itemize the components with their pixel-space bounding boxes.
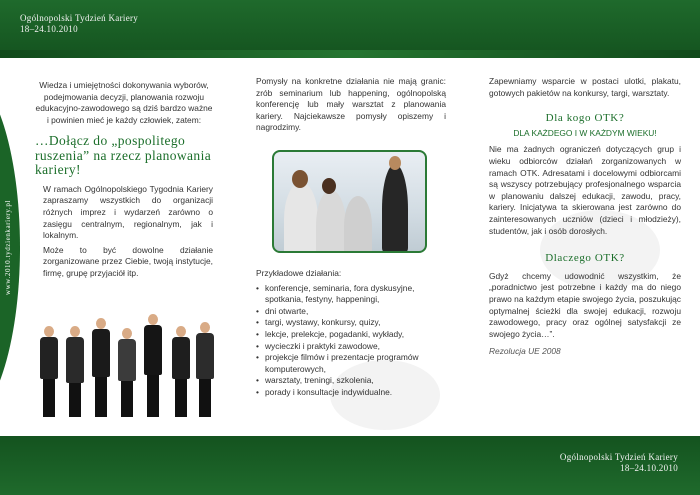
person-figure xyxy=(196,322,214,417)
business-people-photo xyxy=(36,305,216,417)
col1-para1: W ramach Ogólnopolskiego Tygodnia Kariery zapraszamy wszystkich do organizacji różnych imprez i wydarzeń zarówno o zasięgu centralnym, regionalnym, jak i lokalnym. xyxy=(43,183,213,241)
photo-figure xyxy=(344,196,372,253)
footer xyxy=(560,452,678,474)
header-ribbon xyxy=(0,50,700,58)
col1-slogan: …Dołącz do „pospolitego ruszenia” na rzecz planowania kariery! xyxy=(35,133,212,178)
col3-para2: Gdyż chcemy udowodnić wszystkim, że „poradnictwo jest potrzebne i każdy ma do niego prawo na każdym etapie swojego życia, poszukując optymalnej ścieżki dla swojej edukacji, rozwoju zawodowego, pracy oraz ogólnej satysfakcji ze swojego życia…”. xyxy=(489,270,681,339)
examples-list xyxy=(256,283,446,399)
person-figure xyxy=(40,326,58,417)
col2-examples-title: Przykładowe działania: xyxy=(256,268,342,278)
list-item: • dni otwarte, xyxy=(256,306,446,318)
header xyxy=(20,13,138,35)
column-2 xyxy=(256,76,446,134)
footer-title: Ogólnopolski Tydzień Kariery xyxy=(559,452,678,462)
list-item: • targi, wystawy, konkursy, quizy, xyxy=(256,317,446,329)
col1-intro: Wiedza i umiejętności dokonywania wyborów, podejmowania decyzji, planowania rozwoju edukacyjno-zawodowego są dziś bardzo ważne i powinien mieć je każdy człowiek, zatem: xyxy=(35,80,213,125)
list-item: • porady i konsultacje indywidualne. xyxy=(256,387,446,399)
column-3 xyxy=(489,76,681,358)
header-dates: 18–24.10.2010 xyxy=(20,24,78,34)
list-item: • wycieczki i praktyki zawodowe, xyxy=(256,341,446,353)
list-item: • projekcje filmów i prezentacje programów komputerowych, xyxy=(256,352,446,375)
list-item: • lekcje, prelekcje, pogadanki, wykłady, xyxy=(256,329,446,341)
photo-figure-head xyxy=(322,178,336,194)
column-1 xyxy=(35,80,213,280)
header-title: Ogólnopolski Tydzień Kariery xyxy=(20,13,139,23)
column-2-list xyxy=(256,268,446,399)
photo-figure xyxy=(382,164,408,253)
col2-intro: Pomysły na konkretne działania nie mają granic: zrób seminarium lub happening, ogólnopolską konferencję lub mały warsztat z planowania kariery. Najciekawsze pomysły opiszemy i nagrodzimy. xyxy=(256,76,446,133)
photo-figure xyxy=(316,190,346,253)
person-figure xyxy=(144,314,162,417)
person-figure xyxy=(66,326,84,417)
list-item: • konferencje, seminaria, fora dyskusyjne, spotkania, festyny, happeningi, xyxy=(256,283,446,306)
person-figure xyxy=(172,326,190,417)
meeting-photo xyxy=(272,150,427,253)
col1-para2: Może to być dowolne działanie zorganizowane przez Ciebie, twoją instytucje, firmę, grupę przyjaciół itp. xyxy=(43,244,213,279)
col3-heading-1: Dla kogo OTK? xyxy=(545,112,625,125)
col3-para1: Nie ma żadnych ograniczeń dotyczących grup i wieku odbiorców działań zorganizowanych w ramach OTK. Adresatami i docelowymi odbiorcami są wszyscy potrzebujący profesjonalnego wsparcia w planowaniu dalszej edukacji, zawodu, pracy, kariery. Inicjatywa ta skierowana jest zarówno do zainteresowanych uczniów (dzieci i młodzieży), studentów, jak i osób dorosłych. xyxy=(489,144,681,236)
side-url: www.2010.tydzienkariery.pl xyxy=(4,200,12,295)
col3-subheading-1: DLA KAŻDEGO I W KAŻDYM WIEKU! xyxy=(513,127,657,138)
photo-figure xyxy=(284,182,318,253)
col3-heading-2: Dlaczego OTK? xyxy=(545,252,625,265)
person-figure xyxy=(118,328,136,417)
col3-intro: Zapewniamy wsparcie w postaci ulotki, plakatu, gotowych pakietów na konkursy, targi, warsztaty. xyxy=(489,76,681,98)
footer-dates: 18–24.10.2010 xyxy=(620,463,678,473)
person-figure xyxy=(92,318,110,417)
col3-signature: Rezolucja UE 2008 xyxy=(489,346,561,357)
photo-figure-head xyxy=(389,156,401,170)
list-item: • warsztaty, treningi, szkolenia, xyxy=(256,375,446,387)
photo-figure-head xyxy=(292,170,308,188)
